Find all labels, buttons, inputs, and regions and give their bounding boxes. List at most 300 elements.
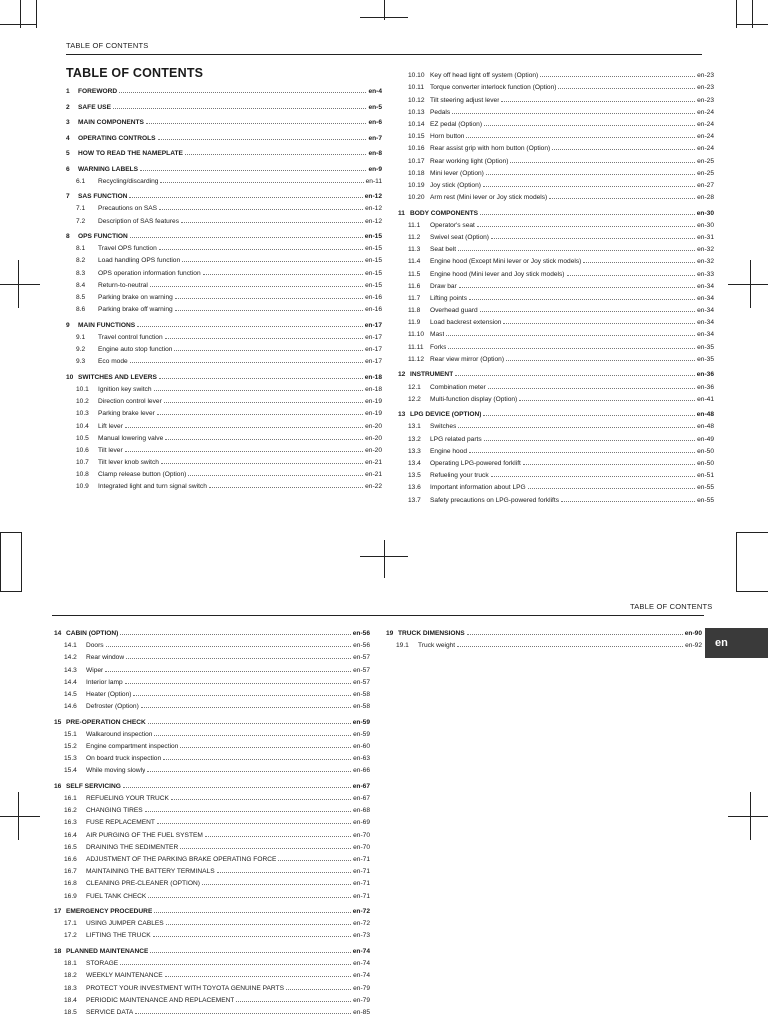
toc-entry-number: 18 bbox=[54, 947, 62, 955]
toc-entry-title: Load backrest extension bbox=[430, 319, 502, 327]
toc-entry-title: Swivel seat (Option) bbox=[430, 233, 489, 241]
toc-entry-title: STORAGE bbox=[86, 960, 119, 968]
toc-entry-page: en-79 bbox=[353, 996, 370, 1004]
toc-entry-page: en-25 bbox=[697, 169, 714, 177]
dot-leader bbox=[106, 640, 352, 647]
toc-entry-number: 10.14 bbox=[408, 120, 425, 128]
toc-entry-title: Combination meter bbox=[430, 383, 486, 391]
toc-entry-page: en-55 bbox=[697, 496, 714, 504]
toc-entry-number: 13.7 bbox=[408, 496, 421, 504]
toc-entry-page: en-63 bbox=[353, 755, 370, 763]
toc-entry-page: en-24 bbox=[697, 120, 714, 128]
toc-entry-number: 10.9 bbox=[76, 483, 89, 491]
toc-entry-number: 8.5 bbox=[76, 294, 86, 301]
dot-leader bbox=[171, 793, 351, 800]
toc-entry-page: en-12 bbox=[365, 205, 382, 213]
toc-entry-number: 17.2 bbox=[64, 932, 77, 940]
toc-entry-title: MAINTAINING THE BATTERY TERMINALS bbox=[86, 868, 215, 876]
toc-entry-page: en-11 bbox=[365, 177, 382, 185]
dot-leader bbox=[165, 970, 351, 977]
toc-entry-number: 19.1 bbox=[396, 642, 409, 650]
dot-leader bbox=[159, 243, 363, 250]
toc-entry-title: SAS FUNCTION bbox=[78, 193, 128, 201]
dot-leader bbox=[203, 268, 363, 275]
toc-subsection-entry bbox=[398, 220, 714, 229]
toc-section-entry bbox=[66, 102, 382, 111]
dot-leader bbox=[188, 469, 363, 476]
toc-entry-page: en-67 bbox=[352, 782, 370, 790]
toc-subsection-entry bbox=[66, 243, 382, 252]
toc-subsection-entry bbox=[54, 918, 370, 927]
toc-subsection-entry bbox=[66, 292, 382, 301]
toc-entry-title: Tilt steering adjust lever bbox=[430, 96, 500, 104]
toc-entry-title: MAIN COMPONENTS bbox=[78, 119, 144, 126]
toc-entry-title: Forks bbox=[430, 343, 447, 351]
toc-entry-title: Engine hood (Mini lever and Joy stick models) bbox=[430, 270, 565, 278]
dot-leader bbox=[540, 70, 695, 77]
toc-entry-number: 10.19 bbox=[408, 181, 425, 189]
toc-section-entry bbox=[66, 164, 382, 173]
dot-leader bbox=[549, 192, 695, 199]
toc-entry-number: 11.4 bbox=[408, 258, 421, 266]
toc-entry-page: en-24 bbox=[697, 108, 714, 116]
toc-entry-number: 11.12 bbox=[408, 355, 425, 363]
toc-entry-title: PROTECT YOUR INVESTMENT WITH TOYOTA GENUINE PARTS bbox=[86, 984, 284, 992]
dot-leader bbox=[148, 717, 351, 724]
toc-entry-number: 16.5 bbox=[64, 843, 77, 851]
toc-subsection-entry bbox=[398, 269, 714, 278]
dot-leader bbox=[165, 433, 363, 440]
toc-entry-page: en-90 bbox=[684, 630, 702, 637]
toc-subsection-entry bbox=[66, 304, 382, 313]
toc-entry-page: en-58 bbox=[353, 703, 370, 711]
toc-subsection-entry bbox=[398, 317, 714, 326]
toc-entry-page: en-67 bbox=[353, 795, 370, 803]
toc-subsection-entry bbox=[398, 168, 714, 177]
dot-leader bbox=[469, 293, 695, 300]
toc-entry-number: 13.3 bbox=[408, 447, 421, 455]
toc-entry-page: en-5 bbox=[368, 103, 382, 111]
toc-entry-number: 15 bbox=[54, 718, 62, 726]
toc-entry-page: en-55 bbox=[697, 484, 714, 492]
toc-entry-number: 17 bbox=[54, 908, 62, 916]
toc-entry-page: en-20 bbox=[365, 434, 382, 442]
toc-section-entry bbox=[54, 717, 370, 726]
toc-entry-number: 5 bbox=[66, 150, 70, 157]
toc-subsection-entry bbox=[54, 765, 370, 774]
toc-entry-number: 14.5 bbox=[64, 690, 77, 698]
toc-entry-title: Interior lamp bbox=[86, 678, 123, 686]
toc-entry-page: en-15 bbox=[365, 245, 382, 253]
toc-subsection-entry bbox=[398, 458, 714, 467]
toc-section-entry bbox=[386, 628, 702, 637]
toc-entry-page: en-48 bbox=[696, 411, 714, 419]
toc-entry-title: PERIODIC MAINTENANCE AND REPLACEMENT bbox=[86, 996, 235, 1004]
toc-subsection-entry bbox=[54, 830, 370, 839]
toc-entry-number: 15.4 bbox=[64, 767, 77, 775]
dot-leader bbox=[140, 164, 366, 171]
toc-entry-number: 13.4 bbox=[408, 459, 421, 467]
toc-entry-page: en-48 bbox=[697, 423, 714, 431]
dot-leader bbox=[469, 446, 695, 453]
toc-entry-number: 11.10 bbox=[408, 331, 425, 339]
dot-leader bbox=[133, 689, 351, 696]
dot-leader bbox=[154, 729, 351, 736]
toc-subsection-entry bbox=[398, 82, 714, 91]
toc-entry-title: Ignition key switch bbox=[98, 385, 152, 393]
toc-section-entry bbox=[66, 86, 382, 95]
toc-entry-page: en-35 bbox=[697, 343, 714, 351]
toc-entry-number: 16.6 bbox=[64, 856, 77, 863]
crop-mark bbox=[0, 284, 40, 285]
toc-subsection-entry bbox=[54, 729, 370, 738]
toc-entry-title: On board truck inspection bbox=[86, 755, 162, 763]
dot-leader bbox=[457, 640, 683, 647]
toc-entry-page: en-57 bbox=[353, 666, 370, 674]
crop-mark bbox=[360, 17, 408, 18]
toc-entry-page: en-19 bbox=[365, 410, 382, 418]
toc-entry-title: Parking brake off warning bbox=[98, 306, 173, 314]
toc-entry-page: en-51 bbox=[697, 472, 714, 480]
toc-entry-number: 13.2 bbox=[408, 435, 421, 443]
toc-entry-title: Operating LPG-powered forklift bbox=[430, 459, 521, 467]
toc-entry-number: 13.5 bbox=[408, 472, 421, 480]
dot-leader bbox=[209, 481, 363, 488]
toc-entry-page: en-69 bbox=[353, 819, 370, 827]
toc-entry-title: Key off head light off system (Option) bbox=[430, 72, 539, 80]
toc-subsection-entry bbox=[54, 817, 370, 826]
toc-subsection-entry bbox=[54, 970, 370, 979]
toc-entry-number: 18.3 bbox=[64, 984, 77, 992]
toc-entry-page: en-28 bbox=[697, 194, 714, 202]
toc-entry-number: 11.1 bbox=[408, 221, 421, 229]
dot-leader bbox=[135, 1007, 351, 1014]
toc-entry-page: en-12 bbox=[364, 193, 382, 201]
toc-section-entry bbox=[398, 369, 714, 378]
toc-entry-page: en-18 bbox=[364, 373, 382, 381]
toc-entry-title: REFUELING YOUR TRUCK bbox=[86, 795, 169, 803]
toc-entry-page: en-4 bbox=[368, 88, 382, 95]
crop-mark bbox=[736, 24, 768, 25]
toc-entry-page: en-20 bbox=[365, 422, 382, 430]
toc-entry-number: 16.2 bbox=[64, 807, 77, 815]
running-head: TABLE OF CONTENTS bbox=[630, 602, 713, 611]
toc-subsection-entry bbox=[66, 332, 382, 341]
dot-leader bbox=[483, 180, 695, 187]
toc-entry-number: 2 bbox=[66, 103, 70, 111]
toc-entry-number: 11.2 bbox=[408, 233, 421, 241]
toc-subsection-entry bbox=[398, 119, 714, 128]
toc-entry-title: Safety precautions on LPG-powered forklifts bbox=[430, 496, 560, 504]
toc-entry-number: 8.2 bbox=[76, 257, 86, 265]
toc-subsection-entry bbox=[398, 421, 714, 430]
toc-entry-page: en-20 bbox=[365, 446, 382, 454]
toc-section-entry bbox=[66, 372, 382, 381]
toc-entry-title: Refueling your truck bbox=[430, 472, 489, 480]
dot-leader bbox=[484, 119, 695, 126]
toc-entry-number: 9.1 bbox=[76, 333, 86, 341]
dot-leader bbox=[501, 95, 695, 102]
toc-section-entry bbox=[398, 409, 714, 418]
toc-entry-page: en-92 bbox=[685, 642, 702, 650]
dot-leader bbox=[558, 82, 695, 89]
toc-entry-page: en-18 bbox=[365, 385, 382, 393]
toc-entry-page: en-15 bbox=[365, 281, 382, 289]
dot-leader bbox=[217, 866, 352, 873]
toc-entry-number: 18.1 bbox=[64, 960, 77, 968]
toc-subsection-entry bbox=[398, 482, 714, 491]
running-head: TABLE OF CONTENTS bbox=[66, 41, 149, 50]
toc-subsection-entry bbox=[66, 384, 382, 393]
dot-leader bbox=[583, 256, 695, 263]
dot-leader bbox=[120, 628, 350, 635]
toc-entry-number: 17.1 bbox=[64, 920, 77, 928]
toc-subsection-entry bbox=[66, 268, 382, 277]
dot-leader bbox=[278, 854, 351, 861]
toc-entry-page: en-24 bbox=[697, 133, 714, 141]
toc-entry-title: EMERGENCY PROCEDURE bbox=[66, 908, 153, 916]
toc-subsection-entry bbox=[66, 356, 382, 365]
toc-subsection-entry bbox=[398, 143, 714, 152]
toc-entry-title: Travel OPS function bbox=[98, 245, 157, 253]
toc-entry-title: Precautions on SAS bbox=[98, 205, 158, 213]
toc-entry-page: en-17 bbox=[365, 333, 382, 341]
dot-leader bbox=[120, 958, 351, 965]
toc-entry-number: 6 bbox=[66, 165, 70, 173]
dot-leader bbox=[466, 131, 695, 138]
toc-subsection-entry bbox=[66, 216, 382, 225]
toc-entry-page: en-15 bbox=[365, 269, 382, 277]
toc-entry-title: SWITCHES AND LEVERS bbox=[78, 373, 157, 381]
toc-entry-title: Important information about LPG bbox=[430, 484, 526, 492]
toc-subsection-entry bbox=[54, 1007, 370, 1016]
toc-entry-number: 12.1 bbox=[408, 383, 421, 391]
toc-entry-title: Travel control function bbox=[98, 333, 163, 341]
dot-leader bbox=[528, 482, 695, 489]
toc-entry-number: 7.1 bbox=[76, 205, 86, 213]
dot-leader bbox=[159, 372, 363, 379]
toc-section-entry bbox=[66, 133, 382, 142]
toc-entry-title: Engine auto stop function bbox=[98, 346, 173, 354]
toc-subsection-entry bbox=[66, 344, 382, 353]
toc-subsection-entry bbox=[54, 753, 370, 762]
page-title: TABLE OF CONTENTS bbox=[66, 66, 204, 80]
toc-section-entry bbox=[66, 191, 382, 200]
dot-leader bbox=[506, 354, 695, 361]
toc-entry-page: en-8 bbox=[368, 150, 382, 157]
toc-entry-page: en-57 bbox=[353, 678, 370, 686]
toc-subsection-entry bbox=[66, 457, 382, 466]
toc-entry-number: 8.4 bbox=[76, 281, 86, 289]
toc-entry-title: Rear working light (Option) bbox=[430, 157, 509, 165]
toc-entry-number: 11.9 bbox=[408, 319, 421, 327]
toc-entry-title: HOW TO READ THE NAMEPLATE bbox=[78, 150, 183, 157]
toc-entry-title: Lift lever bbox=[98, 422, 123, 430]
toc-entry-title: PLANNED MAINTENANCE bbox=[66, 947, 149, 955]
toc-entry-title: Operator's seat bbox=[430, 221, 475, 229]
toc-entry-title: Tilt lever bbox=[98, 446, 123, 454]
toc-entry-title: CLEANING PRE-CLEANER (OPTION) bbox=[86, 880, 200, 888]
toc-entry-title: PRE-OPERATION CHECK bbox=[66, 718, 146, 726]
toc-entry-title: CHANGING TIRES bbox=[86, 807, 143, 815]
toc-entry-title: Tilt lever knob switch bbox=[98, 459, 159, 467]
toc-entry-number: 14.2 bbox=[64, 654, 77, 662]
toc-entry-page: en-74 bbox=[353, 960, 370, 968]
toc-entry-title: Horn button bbox=[430, 133, 465, 141]
dot-leader bbox=[458, 244, 695, 251]
toc-entry-page: en-70 bbox=[353, 843, 370, 851]
toc-entry-title: FOREWORD bbox=[78, 88, 118, 95]
toc-entry-title: Rear assist grip with horn button (Option) bbox=[430, 145, 551, 153]
toc-subsection-entry bbox=[66, 176, 382, 185]
toc-entry-number: 10.17 bbox=[408, 157, 425, 165]
toc-entry-title: Description of SAS features bbox=[98, 217, 179, 225]
toc-entry-number: 8 bbox=[66, 233, 70, 241]
toc-entry-number: 10.2 bbox=[76, 398, 89, 406]
toc-entry-page: en-50 bbox=[697, 459, 714, 467]
toc-entry-title: Doors bbox=[86, 642, 104, 650]
toc-subsection-entry bbox=[54, 866, 370, 875]
toc-subsection-entry bbox=[66, 280, 382, 289]
toc-entry-page: en-56 bbox=[353, 642, 370, 650]
toc-section-entry bbox=[66, 231, 382, 240]
toc-entry-number: 18.2 bbox=[64, 972, 77, 980]
crop-mark bbox=[728, 816, 768, 817]
toc-entry-title: Mini lever (Option) bbox=[430, 169, 484, 177]
crop-mark bbox=[0, 24, 36, 25]
toc-entry-number: 4 bbox=[66, 134, 70, 142]
toc-entry-title: Lifting points bbox=[430, 294, 468, 302]
toc-subsection-entry bbox=[386, 640, 702, 649]
toc-section-entry bbox=[54, 906, 370, 915]
toc-subsection-entry bbox=[54, 930, 370, 939]
toc-subsection-entry bbox=[398, 70, 714, 79]
toc-entry-number: 15.2 bbox=[64, 743, 77, 750]
crop-mark bbox=[36, 0, 37, 28]
toc-subsection-entry bbox=[54, 677, 370, 686]
dot-leader bbox=[510, 156, 695, 163]
toc-column-left bbox=[54, 628, 370, 1016]
toc-entry-number: 9 bbox=[66, 321, 70, 329]
toc-subsection-entry bbox=[398, 281, 714, 290]
toc-entry-number: 10.18 bbox=[408, 169, 425, 177]
toc-entry-page: en-32 bbox=[697, 246, 714, 254]
toc-subsection-entry bbox=[398, 342, 714, 351]
dot-leader bbox=[455, 369, 695, 376]
toc-column-right bbox=[398, 67, 714, 504]
dot-leader bbox=[165, 332, 364, 339]
dot-leader bbox=[157, 408, 363, 415]
toc-entry-number: 10.4 bbox=[76, 422, 89, 430]
toc-entry-page: en-16 bbox=[365, 306, 382, 314]
toc-subsection-entry bbox=[66, 255, 382, 264]
toc-entry-number: 1 bbox=[66, 88, 70, 95]
toc-entry-page: en-15 bbox=[364, 233, 382, 241]
toc-entry-number: 10.16 bbox=[408, 145, 425, 153]
toc-entry-number: 8.1 bbox=[76, 245, 86, 253]
toc-subsection-entry bbox=[54, 842, 370, 851]
toc-entry-page: en-23 bbox=[697, 84, 714, 92]
toc-entry-title: LPG related parts bbox=[430, 435, 482, 443]
toc-subsection-entry bbox=[54, 640, 370, 649]
toc-section-entry bbox=[54, 628, 370, 637]
dot-leader bbox=[236, 995, 351, 1002]
toc-entry-page: en-30 bbox=[697, 221, 714, 229]
toc-entry-page: en-16 bbox=[365, 294, 382, 301]
toc-entry-page: en-27 bbox=[697, 181, 714, 189]
toc-subsection-entry bbox=[66, 203, 382, 212]
toc-entry-title: WARNING LABELS bbox=[78, 165, 139, 173]
toc-entry-title: Draw bar bbox=[430, 282, 457, 290]
toc-subsection-entry bbox=[398, 131, 714, 140]
dot-leader bbox=[130, 356, 363, 363]
dot-leader bbox=[164, 396, 363, 403]
toc-entry-title: Parking brake lever bbox=[98, 410, 155, 418]
toc-entry-number: 12.2 bbox=[408, 395, 421, 403]
header-rule bbox=[52, 615, 704, 616]
toc-entry-title: BODY COMPONENTS bbox=[410, 209, 479, 217]
toc-entry-number: 16 bbox=[54, 782, 62, 790]
toc-subsection-entry bbox=[54, 878, 370, 887]
toc-entry-number: 10.20 bbox=[408, 194, 425, 202]
toc-subsection-entry bbox=[54, 701, 370, 710]
toc-entry-page: en-17 bbox=[364, 321, 382, 329]
crop-mark bbox=[728, 284, 768, 285]
toc-entry-title: Engine compartment inspection bbox=[86, 743, 179, 750]
dot-leader bbox=[125, 421, 363, 428]
toc-entry-title: WEEKLY MAINTENANCE bbox=[86, 972, 163, 980]
toc-entry-title: Parking brake on warning bbox=[98, 294, 173, 301]
toc-entry-page: en-72 bbox=[352, 908, 370, 916]
toc-entry-number: 10.3 bbox=[76, 410, 89, 418]
toc-entry-number: 10.10 bbox=[408, 72, 425, 80]
toc-entry-page: en-71 bbox=[353, 856, 370, 863]
toc-entry-number: 10.7 bbox=[76, 459, 89, 467]
toc-entry-title: LIFTING THE TRUCK bbox=[86, 932, 151, 940]
toc-entry-page: en-22 bbox=[365, 483, 382, 491]
toc-section-entry bbox=[54, 781, 370, 790]
toc-entry-number: 10.13 bbox=[408, 108, 425, 116]
toc-subsection-entry bbox=[66, 421, 382, 430]
toc-entry-page: en-25 bbox=[697, 157, 714, 165]
dot-leader bbox=[180, 842, 351, 849]
toc-subsection-entry bbox=[398, 107, 714, 116]
toc-entry-page: en-34 bbox=[697, 331, 714, 339]
dot-leader bbox=[205, 830, 351, 837]
toc-entry-page: en-15 bbox=[365, 257, 382, 265]
toc-entry-title: AIR PURGING OF THE FUEL SYSTEM bbox=[86, 831, 203, 839]
toc-subsection-entry bbox=[54, 983, 370, 992]
toc-entry-page: en-12 bbox=[365, 217, 382, 225]
toc-entry-page: en-72 bbox=[353, 920, 370, 928]
header-rule bbox=[66, 54, 702, 55]
toc-entry-page: en-71 bbox=[353, 868, 370, 876]
toc-subsection-entry bbox=[54, 652, 370, 661]
dot-leader bbox=[157, 817, 351, 824]
toc-entry-page: en-73 bbox=[353, 932, 370, 940]
dot-leader bbox=[486, 168, 695, 175]
toc-subsection-entry bbox=[54, 793, 370, 802]
dot-leader bbox=[458, 421, 695, 428]
toc-subsection-entry bbox=[54, 805, 370, 814]
toc-entry-title: Multi-function display (Option) bbox=[430, 395, 518, 403]
toc-entry-number: 11.6 bbox=[408, 282, 421, 290]
toc-entry-number: 8.3 bbox=[76, 269, 86, 277]
dot-leader bbox=[448, 342, 695, 349]
toc-entry-number: 14.6 bbox=[64, 703, 77, 711]
dot-leader bbox=[480, 305, 695, 312]
toc-entry-number: 14.4 bbox=[64, 678, 77, 686]
